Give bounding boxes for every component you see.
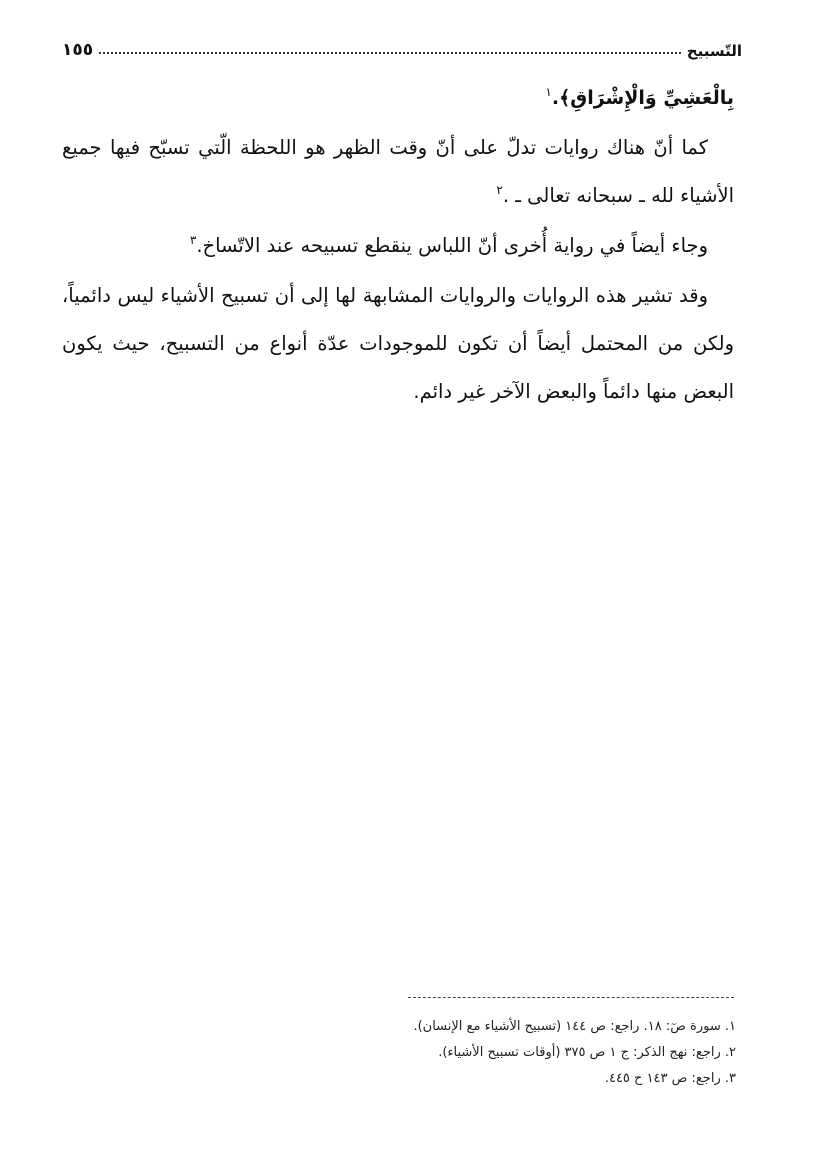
footnote-ref-2: ٢ [496, 183, 503, 197]
main-text [62, 74, 734, 416]
page-number: ١٥٥ [62, 40, 94, 60]
footnote-ref-3: ٣ [189, 233, 197, 247]
paragraph-1-text: كما أنّ هناك روايات تدلّ على أنّ وقت الظهر هو اللحظة الّتي تسبّح فيها جميع الأشياء لله ـ سبحانه تعالى ـ . [62, 136, 734, 207]
footnote-ref-1: ١ [545, 85, 552, 99]
header-dotted-leader [99, 51, 681, 54]
quran-verse-fragment: بِالْعَشِيِّ وَالْإِشْرَاقِ﴾. [551, 87, 734, 109]
paragraph-2-text: وجاء أيضاً في رواية أُخرى أنّ اللباس ينقطع تسبيحه عند الاتّساخ. [196, 234, 708, 257]
verse-line [62, 74, 734, 124]
footnotes [300, 1014, 736, 1092]
paragraph-3 [62, 272, 734, 416]
running-header [62, 24, 742, 60]
paragraph-3-text: وقد تشير هذه الروايات والروايات المشابهة لها إلى أن تسبيح الأشياء ليس دائمياً، ولكن من المحتمل أيضاً أن تكون للموجودات عدّة أنواع من التسبيح، حيث يكون البعض منها دائماً والبعض الآخر غير دائم. [62, 284, 734, 403]
paragraph-1 [62, 124, 734, 222]
paragraph-2 [62, 222, 734, 272]
footnote-3: ٣. راجع: ص ١٤٣ ح ٤٤٥. [604, 1071, 736, 1086]
footnote-2: ٢. راجع: نهج الذكر: ج ١ ص ٣٧٥ (أوقات تسبيح الأشياء). [438, 1045, 736, 1060]
chapter-title: التّسبيح [686, 42, 742, 60]
footnote-divider [408, 997, 734, 998]
footnote-1: ١. سورة صٓ: ١٨. راجع: ص ١٤٤ (تسبيح الأشياء مع الإنسان). [413, 1019, 736, 1034]
